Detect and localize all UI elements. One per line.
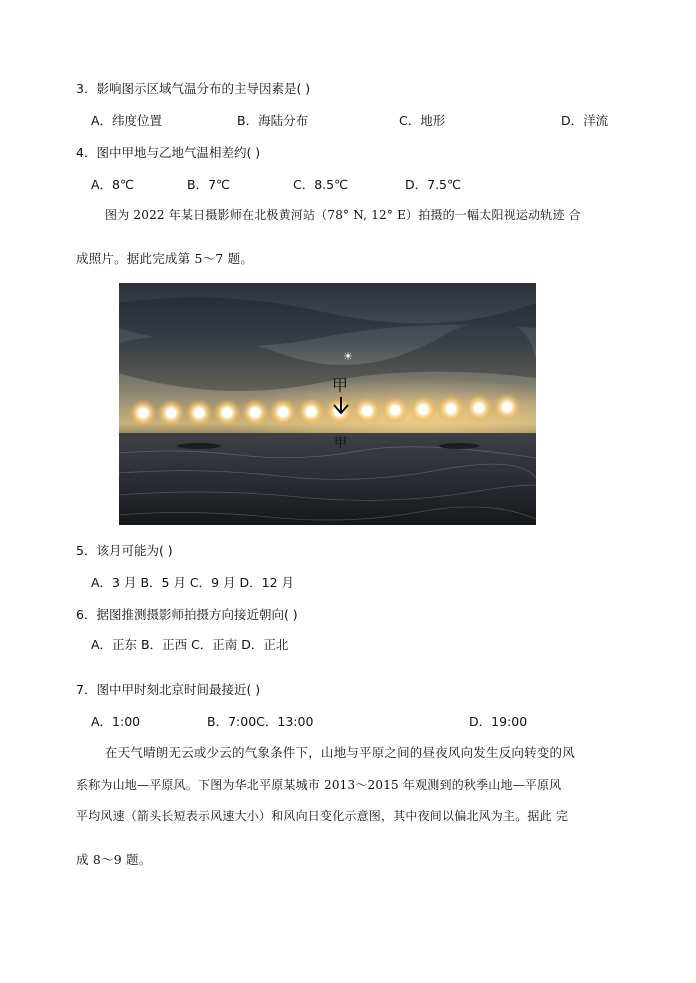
question-6-stem: 6．据图推测摄影师拍摄方向接近朝向( ) — [76, 607, 298, 622]
sun-point — [390, 405, 400, 415]
question-4-option-b: B．7℃ — [187, 177, 231, 192]
intro-2-line-3: 平均风速（箭头长短表示风速大小）和风向日变化示意图，其中夜间以偏北风为主。据此 完 — [76, 809, 569, 823]
island-right — [439, 443, 479, 449]
sun-point — [222, 408, 232, 418]
question-5-stem: 5．该月可能为( ) — [76, 543, 173, 558]
island-left — [177, 443, 221, 449]
question-3-stem: 3．影响图示区域气温分布的主导因素是( ) — [76, 81, 311, 96]
intro-2-line-4: 成 8～9 题。 — [76, 852, 152, 867]
sun-point — [502, 402, 512, 412]
intro-2-line-1: 在天气晴朗无云或少云的气象条件下，山地与平原之间的昼夜风向发生反向转变的风 — [105, 745, 575, 760]
question-3-option-b: B．海陆分布 — [237, 113, 309, 128]
question-3-option-d: D．洋流 — [561, 113, 609, 128]
sun-marker-icon: ☀ — [343, 350, 353, 363]
question-7-option-bc: B．7:00C．13:00 — [207, 714, 314, 729]
sun-point — [138, 408, 148, 418]
sun-trajectory-photo — [119, 283, 536, 525]
sun-point — [194, 408, 204, 418]
question-4-option-d: D．7.5℃ — [405, 177, 462, 192]
sun-point — [362, 406, 372, 416]
question-3-option-c: C．地形 — [399, 113, 446, 128]
sun-point — [418, 404, 428, 414]
sun-point — [250, 407, 260, 417]
question-3-option-a: A．纬度位置 — [91, 113, 163, 128]
sun-point — [474, 403, 484, 413]
intro-2-line-2: 系称为山地—平原风。下图为华北平原某城市 2013～2015 年观测到的秋季山地—平原风 — [76, 778, 562, 792]
question-7-option-d: D．19:00 — [469, 714, 528, 729]
question-6-options: A．正东 B．正西 C．正南 D．正北 — [91, 637, 289, 652]
intro-1-line-1: 图为 2022 年某日摄影师在北极黄河站（78° N, 12° E）拍摄的一幅太阳视运动轨迹 合 — [105, 208, 581, 222]
sun-point — [166, 408, 176, 418]
question-7-option-a: A．1:00 — [91, 714, 141, 729]
question-5-options: A．3 月 B．5 月 C．9 月 D．12 月 — [91, 575, 295, 590]
question-4-option-c: C．8.5℃ — [293, 177, 349, 192]
sun-point — [446, 404, 456, 414]
label-jia-top: 甲 — [332, 376, 349, 395]
label-jia-bottom: 甲 — [334, 436, 348, 451]
sun-point — [278, 407, 288, 417]
question-7-stem: 7．图中甲时刻北京时间最接近( ) — [76, 682, 261, 697]
question-4-option-a: A．8℃ — [91, 177, 135, 192]
intro-1-line-2: 成照片。据此完成第 5～7 题。 — [76, 251, 254, 266]
question-4-stem: 4．图中甲地与乙地气温相差约( ) — [76, 145, 261, 160]
sun-point — [306, 407, 316, 417]
